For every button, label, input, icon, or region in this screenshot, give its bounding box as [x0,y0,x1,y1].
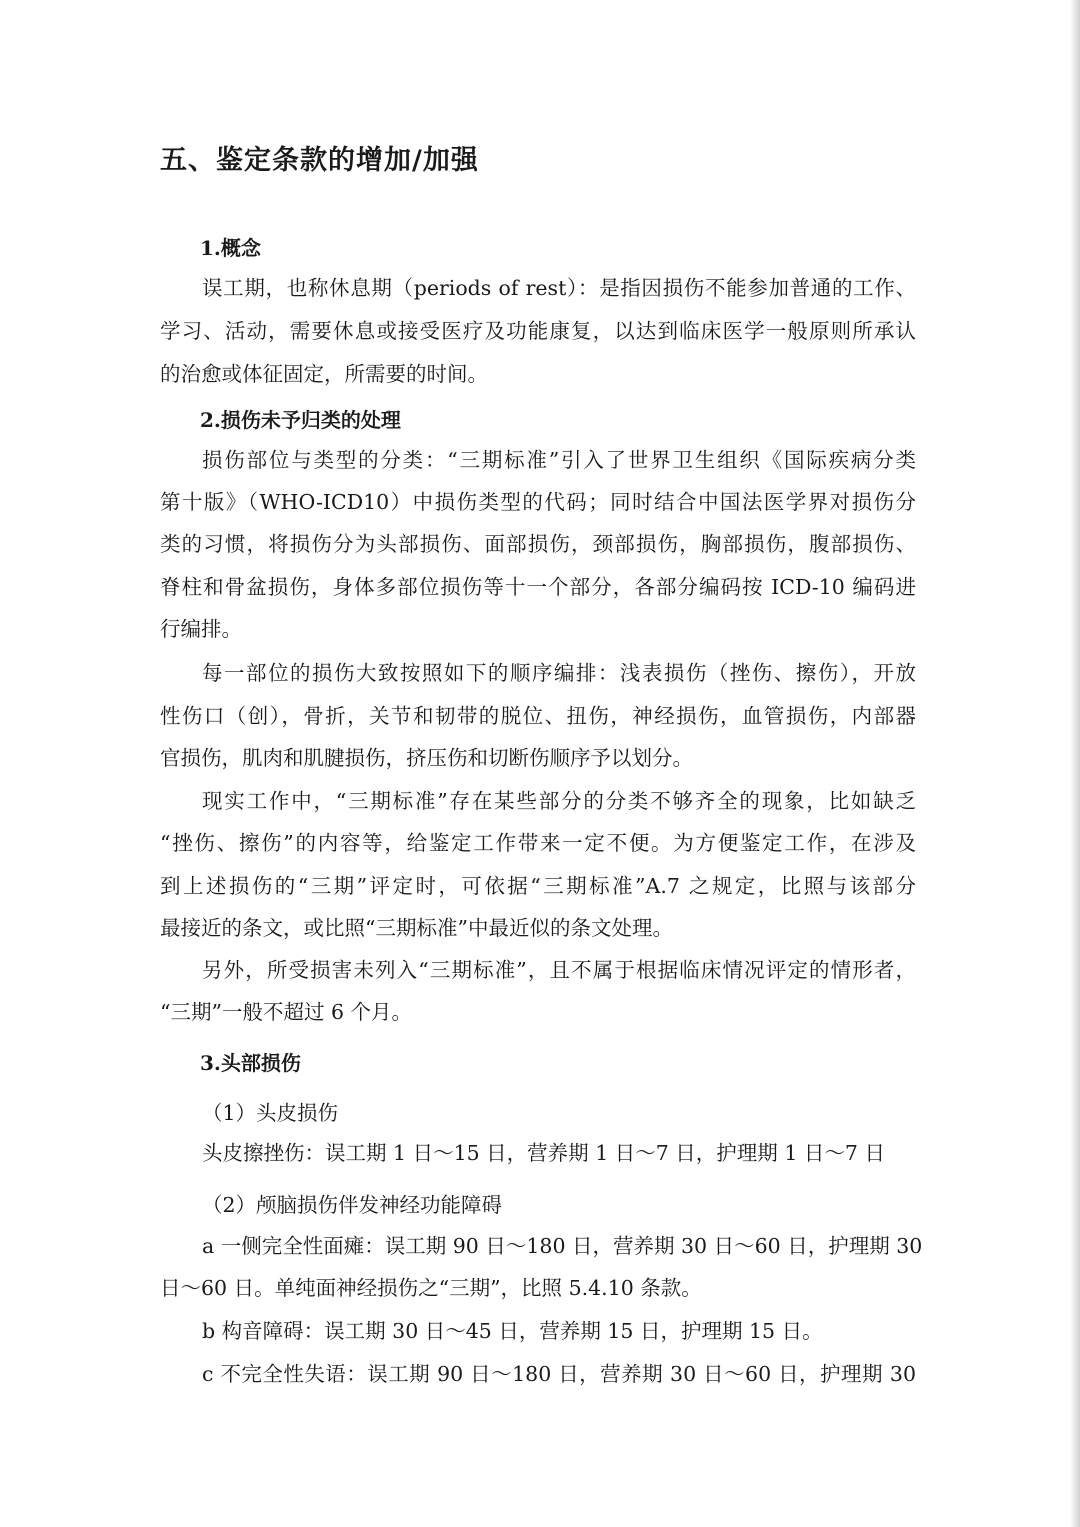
paragraph-line: 第十版》（WHO-ICD10）中损伤类型的代码；同时结合中国法医学界对损伤分 [160,490,916,514]
paragraph-line: 的治愈或体征固定，所需要的时间。 [160,362,488,386]
paragraph-line: c 不完全性失语：误工期 90 日～180 日，营养期 30 日～60 日，护理期 30 [202,1362,916,1386]
paragraph-line: 学习、活动，需要休息或接受医疗及功能康复，以达到临床医学一般原则所承认 [160,319,916,343]
paragraph-line: 日～60 日。单纯面神经损伤之“三期”，比照 5.4.10 条款。 [160,1276,702,1300]
paragraph-line: a 一侧完全性面瘫：误工期 90 日～180 日，营养期 30 日～60 日，护理期 30 [202,1234,923,1258]
item-heading-craniocerebral: （2）颅脑损伤伴发神经功能障碍 [202,1193,503,1217]
subheading-unclassified-injury: 2.损伤未予归类的处理 [200,408,401,432]
paragraph-line: “挫伤、擦伤”的内容等，给鉴定工作带来一定不便。为方便鉴定工作，在涉及 [160,831,916,855]
paragraph-line: 另外，所受损害未列入“三期标准”，且不属于根据临床情况评定的情形者， [202,958,916,982]
subheading-head-injury: 3.头部损伤 [200,1051,301,1075]
paragraph-line: 头皮擦挫伤：误工期 1 日～15 日，营养期 1 日～7 日，护理期 1 日～7 日 [202,1141,885,1165]
paragraph-line: “三期”一般不超过 6 个月。 [160,1000,413,1024]
paragraph-line: 损伤部位与类型的分类：“三期标准”引入了世界卫生组织《国际疾病分类 [202,448,916,472]
paragraph-line: 类的习惯，将损伤分为头部损伤、面部损伤，颈部损伤，胸部损伤，腹部损伤、 [160,532,916,556]
paragraph-line: 现实工作中，“三期标准”存在某些部分的分类不够齐全的现象，比如缺乏 [202,789,916,813]
paragraph-line: 性伤口（创），骨折，关节和韧带的脱位、扭伤，神经损伤，血管损伤，内部器 [160,704,916,728]
section-heading: 五、鉴定条款的增加/加强 [160,145,479,176]
page-edge-shadow [1070,0,1080,1527]
paragraph-line: 官损伤，肌肉和肌腱损伤，挤压伤和切断伤顺序予以划分。 [160,746,693,770]
paragraph-line: 最接近的条文，或比照“三期标准”中最近似的条文处理。 [160,916,673,940]
paragraph-line: 误工期，也称休息期（periods of rest）：是指因损伤不能参加普通的工作、 [202,276,916,300]
paragraph-line: 脊柱和骨盆损伤，身体多部位损伤等十一个部分，各部分编码按 ICD-10 编码进 [160,575,916,599]
paragraph-line: 行编排。 [160,617,242,641]
item-heading-scalp: （1）头皮损伤 [202,1101,339,1125]
paragraph-line: 每一部位的损伤大致按照如下的顺序编排：浅表损伤（挫伤、擦伤），开放 [202,661,916,685]
paragraph-line: 到上述损伤的“三期”评定时，可依据“三期标准”A.7 之规定，比照与该部分 [160,874,916,898]
subheading-concept: 1.概念 [200,236,261,260]
paragraph-line: b 构音障碍：误工期 30 日～45 日，营养期 15 日，护理期 15 日。 [202,1319,823,1343]
